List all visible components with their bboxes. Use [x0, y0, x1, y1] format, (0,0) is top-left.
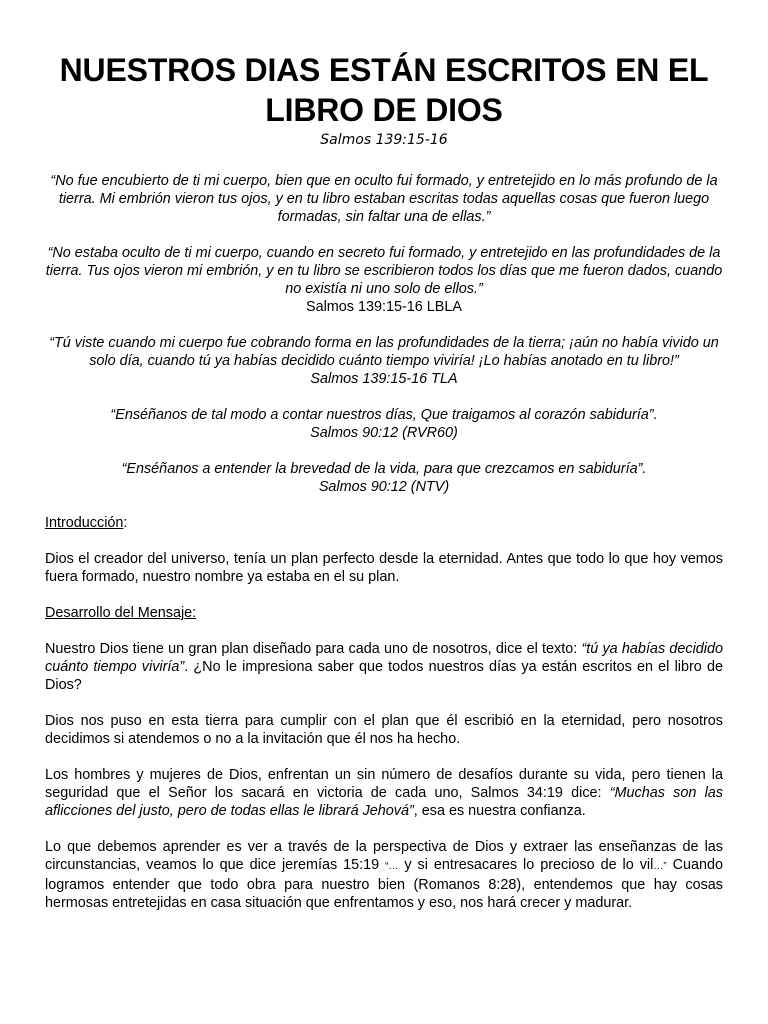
development-paragraph-2: Dios nos puso en esta tierra para cumplir con el plan que él escribió en la eternidad, pero nosotros decidimos si atendemos o no a la invitación que él nos ha hecho.: [45, 713, 723, 747]
document-title: [45, 0, 723, 130]
quote-rvr: [45, 172, 723, 226]
inline-quote: “tú ya habías decidido cuánto tiempo viviría”: [45, 641, 723, 675]
quote-reference: Salmos 90:12 (RVR60): [310, 425, 458, 441]
text-run: y si entresacares lo precioso de lo vil: [398, 857, 654, 873]
quote-reference: Salmos 90:12 (NTV): [318, 479, 450, 495]
development-paragraph-4: [45, 838, 723, 912]
text-run: Lo que debemos aprender es ver a través de la perspectiva de Dios y extraer las enseñanzas de las circunstancias, veamos lo que dice jeremías 15:19: [45, 839, 723, 873]
development-heading: [45, 604, 723, 622]
title-line-2: LIBRO DE DIOS: [265, 92, 503, 128]
development-paragraph-1: [45, 640, 723, 694]
development-paragraph-3: [45, 766, 723, 820]
quote-text: “Enséñanos a entender la brevedad de la vida, para que crezcamos en sabiduría”.: [121, 461, 647, 477]
quote-rvr60: [45, 406, 723, 442]
quote-reference: Salmos 139:15-16 LBLA: [306, 299, 462, 315]
inline-quote: “Muchas son las aflicciones del justo, pero de todas ellas le librará Jehová”: [45, 785, 723, 819]
quote-open: “…: [385, 861, 399, 872]
text-run: Nuestro Dios tiene un gran plan diseñado para cada uno de nosotros, dice el texto:: [45, 641, 582, 657]
quote-tla: [45, 334, 723, 388]
text-run: . ¿No le impresiona saber que todos nuestros días ya están escritos en el libro de Dios?: [45, 659, 723, 693]
intro-heading-text: Introducción: [45, 515, 124, 531]
quote-text: “No fue encubierto de ti mi cuerpo, bien que en oculto fui formado, y entretejido en lo más profundo de la tierra. Mi embrión vieron tus ojos, y en tu libro estaban escritas todas aquellas cosas que fueron luego formadas, sin faltar una de ellas.”: [50, 173, 718, 225]
quote-text: “Tú viste cuando mi cuerpo fue cobrando forma en las profundidades de la tierra; ¡aún no había vivido un solo día, cuando tú ya habías decidido cuánto tiempo viviría! ¡Lo habías anotado en tu libro!”: [49, 335, 719, 369]
quote-lbla: [45, 244, 723, 316]
intro-heading: [45, 514, 723, 532]
title-line-1: NUESTROS DIAS ESTÁN ESCRITOS EN EL: [59, 52, 709, 88]
quote-text: “Enséñanos de tal modo a contar nuestros días, Que traigamos al corazón sabiduría”.: [110, 407, 658, 423]
scripture-subtitle: Salmos 139:15-16: [320, 132, 448, 148]
intro-paragraph: Dios el creador del universo, tenía un plan perfecto desde la eternidad. Antes que todo lo que hoy vemos fuera formado, nuestro nombre ya estaba en el su plan.: [45, 551, 723, 585]
text-run: Los hombres y mujeres de Dios, enfrentan un sin número de desafíos durante su vida, pero tienen la seguridad que el Señor los sacará en victoria de cada uno, Salmos 34:19 dice:: [45, 767, 723, 801]
text-run: Cuando logramos entender que todo obra para nuestro bien (Romanos 8:28), entendemos que hay cosas hermosas entretejidas en casa situación que enfrentamos y eso, nos hará crecer y madurar.: [45, 857, 723, 911]
intro-heading-colon: :: [123, 515, 128, 531]
quote-close: …”: [653, 861, 667, 872]
quote-ntv: [45, 460, 723, 496]
text-run: , esa es nuestra confianza.: [413, 803, 586, 819]
quote-reference: Salmos 139:15-16 TLA: [310, 371, 458, 387]
development-heading-text: Desarrollo del Mensaje:: [45, 605, 197, 621]
quote-text: “No estaba oculto de ti mi cuerpo, cuando en secreto fui formado, y entretejido en las profundidades de la tierra. Tus ojos vieron mi embrión, y en tu libro se escribieron todos los días que me fueron dados, cuando no existía ni uno solo de ellos.”: [45, 245, 723, 297]
